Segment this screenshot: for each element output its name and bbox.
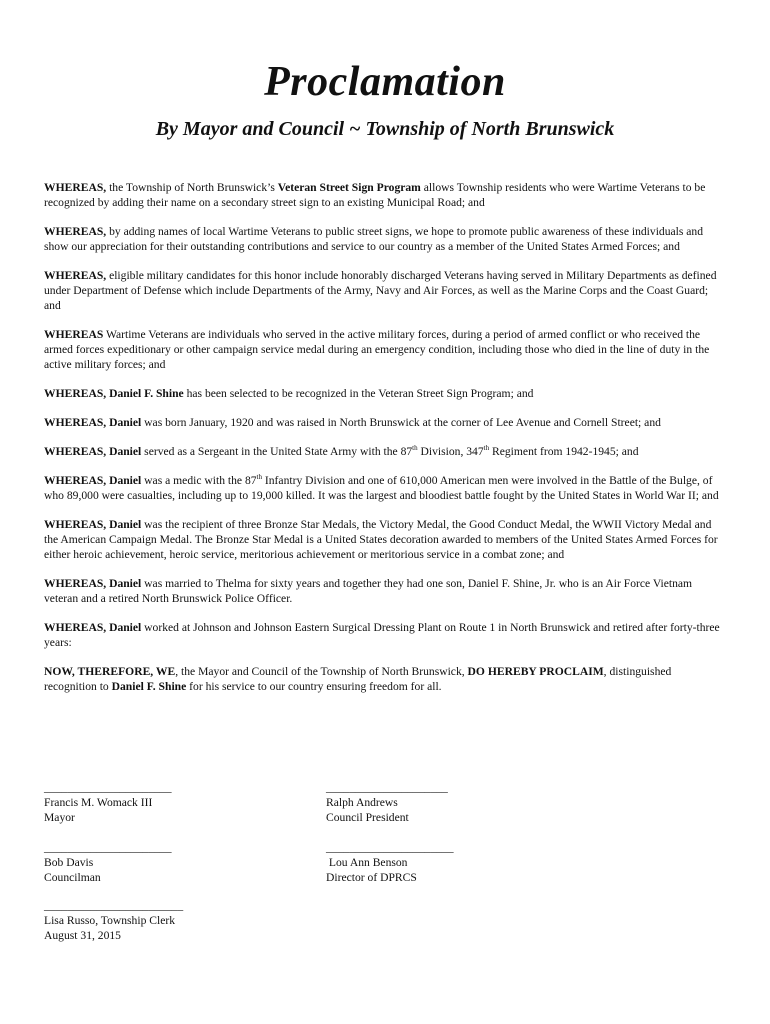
signer-name: Ralph Andrews xyxy=(326,796,398,809)
paragraph-lead: WHEREAS, Daniel xyxy=(44,621,142,634)
page-title: Proclamation xyxy=(264,59,506,105)
date: August 31, 2015 xyxy=(44,929,121,942)
paragraph-lead: WHEREAS, Daniel F. Shine xyxy=(44,387,184,400)
signer-name: Bob Davis xyxy=(44,856,94,869)
signer-title: Director of DPRCS xyxy=(326,871,417,884)
signature-line: ______________________ xyxy=(44,781,172,794)
paragraph-text: worked at Johnson and Johnson Eastern Surgical Dressing Plant on Route 1 in North Brunswick and retired after forty-three years: xyxy=(44,621,720,649)
whereas-paragraph xyxy=(44,576,726,606)
paragraph-lead: WHEREAS, Daniel xyxy=(44,416,142,429)
whereas-paragraph xyxy=(44,327,726,372)
signature-block-director xyxy=(326,840,454,885)
signer-title: Council President xyxy=(326,811,409,824)
whereas-paragraph xyxy=(44,415,726,430)
whereas-paragraph xyxy=(44,664,726,694)
signer-name: Lisa Russo, Township Clerk xyxy=(44,914,176,927)
emphasis-text: Veteran Street Sign Program xyxy=(277,181,421,194)
signer-title: Mayor xyxy=(44,811,75,824)
paragraph-text: has been selected to be recognized in the Veteran Street Sign Program; and xyxy=(183,387,534,400)
signature-line: ________________________ xyxy=(44,899,184,912)
signer-name: Lou Ann Benson xyxy=(326,856,408,869)
paragraph-text: the Township of North Brunswick’s xyxy=(106,181,278,194)
paragraph-lead: WHEREAS xyxy=(44,328,104,341)
paragraph-lead: NOW, THEREFORE, WE xyxy=(44,665,176,678)
paragraph-text: Wartime Veterans are individuals who served in the active military forces, during a period of armed conflict or who received the armed forces expeditionary or other campaign service medal during an emergency condition, including those who died in the line of duty in the active military forces; and xyxy=(44,328,710,371)
paragraph-lead: WHEREAS, xyxy=(44,225,107,238)
paragraph-text: eligible military candidates for this honor include honorably discharged Veterans having served in Military Departments as defined under Department of Defense which include Departments of the Army, Navy and Air Forces, as well as the Marine Corps and the Coast Guard; and xyxy=(44,269,717,312)
whereas-paragraph xyxy=(44,224,726,254)
paragraph-text: was the recipient of three Bronze Star Medals, the Victory Medal, the Good Conduct Medal, the WWII Victory Medal and the American Campaign Medal. The Bronze Star Medal is a United States decoration awarded to members of the United States Armed Forces for either heroic achievement, heroic service, meritorious achievement or meritorious service in a combat zone; and xyxy=(44,518,718,561)
paragraph-text: , distinguished recognition to xyxy=(44,665,672,693)
paragraph-text: , the Mayor and Council of the Township of North Brunswick, xyxy=(175,665,468,678)
whereas-paragraph xyxy=(44,386,726,401)
ordinal-suffix: th xyxy=(256,473,262,482)
signature-block-councilman xyxy=(44,840,172,885)
ordinal-suffix: th xyxy=(483,444,490,453)
signature-block-mayor xyxy=(44,780,172,825)
paragraph-text: Infantry Division and one of 610,000 American men were involved in the Battle of the Bulge, of who 89,000 were casualties, including up to 19,000 killed. It was the largest and bloodiest battle fought by the United States in World War II; and xyxy=(44,474,719,502)
paragraph-lead: WHEREAS, Daniel xyxy=(44,474,142,487)
signature-line: _____________________ xyxy=(326,781,448,794)
whereas-paragraph xyxy=(44,444,726,459)
proclamation-body xyxy=(44,180,726,708)
signature-line: ______________________ xyxy=(326,841,454,854)
paragraph-text: allows Township residents who were Wartime Veterans to be recognized by adding their name on a secondary street sign to an existing Municipal Road; and xyxy=(44,181,706,209)
paragraph-lead: WHEREAS, xyxy=(44,269,107,282)
paragraph-text: was a medic with the 87 xyxy=(141,474,257,487)
signature-block-president xyxy=(326,780,448,825)
paragraph-text: was born January, 1920 and was raised in North Brunswick at the corner of Lee Avenue and Cornell Street; and xyxy=(141,416,661,429)
signer-title: Councilman xyxy=(44,871,101,884)
paragraph-lead: WHEREAS, Daniel xyxy=(44,518,142,531)
paragraph-lead: WHEREAS, xyxy=(44,181,107,194)
ordinal-suffix: th xyxy=(412,444,418,453)
paragraph-text: Regiment from 1942-1945; and xyxy=(489,445,639,458)
emphasis-text: Daniel F. Shine xyxy=(111,680,187,693)
signer-name: Francis M. Womack III xyxy=(44,796,153,809)
paragraph-lead: WHEREAS, Daniel xyxy=(44,577,142,590)
paragraph-text: served as a Sergeant in the United State Army with the 87 xyxy=(141,445,413,458)
paragraph-text: was married to Thelma for sixty years and together they had one son, Daniel F. Shine, Jr. who is an Air Force Vietnam veteran and a retired North Brunswick Police Officer. xyxy=(44,577,693,605)
whereas-paragraph xyxy=(44,517,726,562)
whereas-paragraph xyxy=(44,268,726,313)
signature-block-clerk xyxy=(44,898,183,943)
signature-line: ______________________ xyxy=(44,841,172,854)
page-subtitle: By Mayor and Council ~ Township of North Brunswick xyxy=(155,118,615,140)
emphasis-text: DO HEREBY PROCLAIM xyxy=(467,665,604,678)
whereas-paragraph xyxy=(44,473,726,503)
paragraph-lead: WHEREAS, Daniel xyxy=(44,445,142,458)
whereas-paragraph xyxy=(44,180,726,210)
paragraph-text: for his service to our country ensuring freedom for all. xyxy=(186,680,442,693)
paragraph-text: by adding names of local Wartime Veterans to public street signs, we hope to promote public awareness of these individuals and show our appreciation for their outstanding contributions and service to our country as a member of the United States Armed Forces; and xyxy=(44,225,704,253)
paragraph-text: Division, 347 xyxy=(417,445,484,458)
whereas-paragraph xyxy=(44,620,726,650)
